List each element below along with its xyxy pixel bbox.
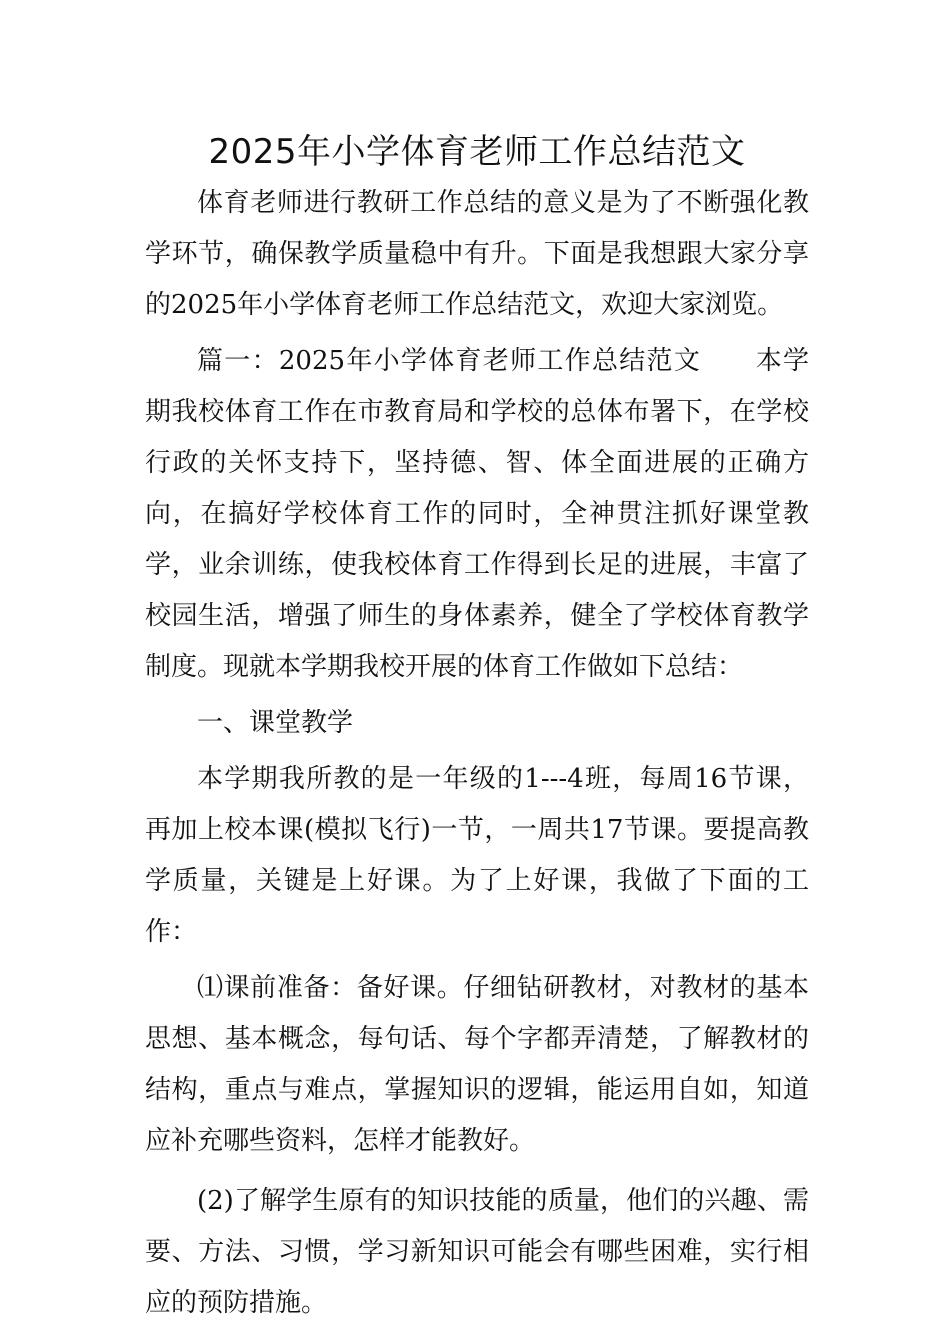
part-one-paragraph: 篇一：2025年小学体育老师工作总结范文 本学期我校体育工作在市教育局和学校的总体布署下，在学校行政的关怀支持下，坚持德、智、体全面进展的正确方向，在搞好学校体育工作的同时，全神贯注抓好课堂教学，业余训练，使我校体育工作得到长足的进展，丰富了校园生活，增强了师生的身体素养，健全了学校体育教学制度。现就本学期我校开展的体育工作做如下总结： [145,346,809,682]
intro-paragraph: 体育老师进行教研工作总结的意义是为了不断强化教学环节，确保教学质量稳中有升。下面是我想跟大家分享的2025年小学体育老师工作总结范文，欢迎大家浏览。 [145,188,809,320]
lesson-preparation-paragraph: ⑴课前准备：备好课。仔细钻研教材，对教材的基本思想、基本概念，每句话、每个字都弄清楚，了解教材的结构，重点与难点，掌握知识的逻辑，能运用自如，知道应补充哪些资料，怎样才能教好。 [145,973,809,1156]
section-heading-classroom-teaching: 一、课堂教学 [197,708,354,738]
document-title: 2025年小学体育老师工作总结范文 [208,132,746,172]
document-body [145,126,809,1329]
teaching-load-paragraph: 本学期我所教的是一年级的1---4班，每周16节课，再加上校本课(模拟飞行)一节，一周共17节课。要提高教学质量，关键是上好课。为了上好课，我做了下面的工作： [145,764,809,947]
student-knowledge-paragraph: (2)了解学生原有的知识技能的质量，他们的兴趣、需要、方法、习惯，学习新知识可能会有哪些困难，实行相应的预防措施。 [145,1186,809,1318]
